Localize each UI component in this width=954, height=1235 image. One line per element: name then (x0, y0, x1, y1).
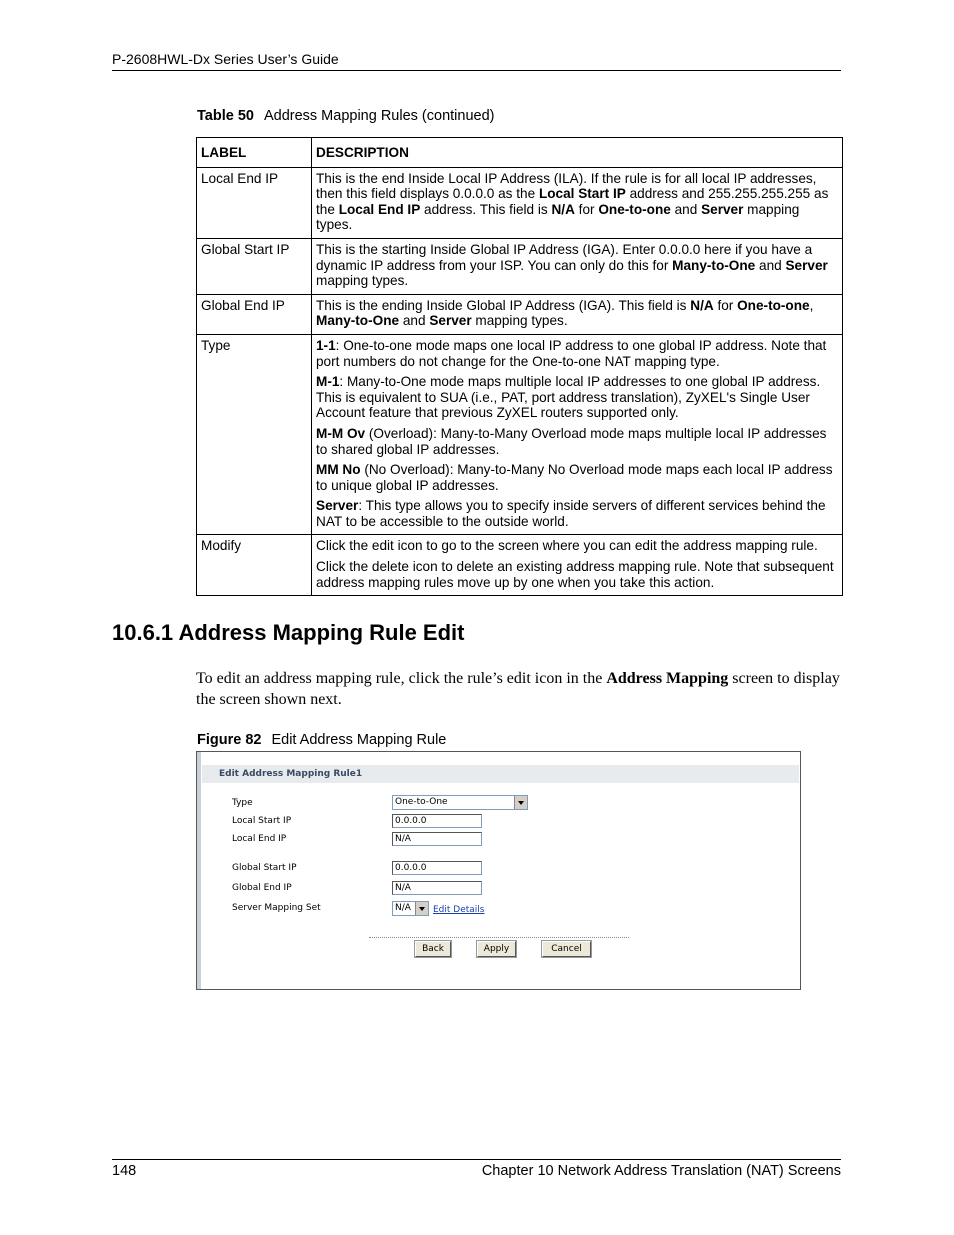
page-footer (112, 1159, 841, 1179)
description-bold-text: N/A (551, 201, 575, 217)
description-bold-text: N/A (690, 297, 714, 313)
row-description (312, 294, 843, 334)
row-label: Global Start IP (197, 238, 312, 294)
column-header-description: DESCRIPTION (312, 138, 843, 168)
cancel-button[interactable]: Cancel (542, 941, 591, 957)
chapter-title: Chapter 10 Network Address Translation (NAT) Screens (481, 1163, 841, 1179)
table-row (197, 535, 843, 596)
description-paragraph (316, 462, 838, 493)
table-caption-text: Address Mapping Rules (continued) (263, 108, 495, 124)
row-description (312, 238, 843, 294)
description-bold-text: M-M Ov (316, 425, 366, 441)
apply-button[interactable]: Apply (477, 941, 516, 957)
description-text: mapping types. (316, 273, 409, 289)
description-text: Click the delete icon to delete an existing address mapping rule. Note that subsequent address mapping rules move up by one when you take this action. (316, 559, 834, 590)
figure-caption (197, 732, 446, 748)
description-text: , (809, 297, 814, 313)
description-bold-text: Local Start IP (538, 186, 626, 202)
description-text: and (755, 257, 786, 273)
description-text: and (399, 313, 430, 329)
description-paragraph (316, 298, 838, 329)
table-row (197, 238, 843, 294)
edit-address-mapping-screen (196, 751, 801, 990)
description-text: for (713, 297, 738, 313)
description-text: : This type allows you to specify inside servers of different services behind the NAT to be accessible to the outside world. (316, 498, 826, 529)
description-text: (Overload): Many-to-Many Overload mode maps multiple local IP addresses to shared global IP addresses. (316, 425, 827, 457)
table-row (197, 294, 843, 334)
table-row (197, 167, 843, 238)
row-description (312, 167, 843, 238)
chevron-down-icon[interactable] (514, 796, 527, 809)
server-mapping-set-label: Server Mapping Set (232, 903, 321, 913)
description-text: This is the ending Inside Global IP Address (IGA). This field is (316, 297, 691, 313)
description-text: and (670, 201, 702, 217)
description-paragraph (316, 374, 838, 421)
figure-caption-text: Edit Address Mapping Rule (271, 732, 447, 748)
screen-title: Edit Address Mapping Rule1 (202, 765, 799, 783)
description-text: (No Overload): Many-to-Many No Overload mode maps each local IP address to unique global IP addresses. (316, 462, 833, 493)
section-title: 10.6.1 Address Mapping Rule Edit (112, 620, 465, 645)
description-bold-text: One-to-one (598, 201, 671, 217)
description-paragraph (316, 171, 838, 233)
description-paragraph (316, 426, 838, 457)
description-bold-text: 1-1 (316, 337, 336, 353)
row-label: Type (197, 334, 312, 535)
page-number: 148 (112, 1163, 137, 1179)
description-bold-text: MM No (316, 462, 361, 478)
global-end-ip-label: Global End IP (232, 883, 292, 893)
server-mapping-set-select[interactable] (392, 901, 429, 916)
type-select[interactable] (392, 795, 528, 810)
global-start-ip-label: Global Start IP (232, 863, 297, 873)
description-text: mapping types. (471, 313, 568, 329)
body-text-part: screen to display the screen shown next. (196, 670, 840, 708)
row-label: Modify (197, 535, 312, 596)
figure-caption-number: Figure 82 (197, 732, 262, 748)
local-end-ip-input[interactable]: N/A (392, 832, 482, 846)
chevron-down-icon[interactable] (415, 902, 428, 915)
table-caption-number: Table 50 (197, 108, 254, 124)
local-start-ip-label: Local Start IP (232, 816, 292, 826)
description-bold-text: Server (429, 313, 472, 329)
description-paragraph (316, 498, 838, 529)
address-mapping-rules-table (196, 137, 843, 596)
description-paragraph (316, 338, 838, 369)
global-end-ip-input[interactable]: N/A (392, 881, 482, 895)
description-text: This is the end Inside Local IP Address (ILA). If the rule is for all local IP addresses, then this field displays 0.0.0.0 as the (316, 170, 817, 202)
description-text: address and 255.255.255.255 as the (316, 186, 829, 217)
description-text: address. This field is (420, 201, 552, 217)
type-label: Type (232, 798, 253, 808)
row-description (312, 535, 843, 596)
description-bold-text: Many-to-One (316, 313, 400, 329)
description-text: : One-to-one mode maps one local IP address to one global IP address. Note that port numbers do not change for the One-to-one NAT mapping type. (316, 337, 827, 369)
description-paragraph (316, 242, 838, 289)
table-row (197, 334, 843, 535)
local-start-ip-input[interactable]: 0.0.0.0 (392, 814, 482, 828)
table-header-row (197, 138, 843, 168)
description-text: : Many-to-One mode maps multiple local IP addresses to one global IP address. This is equivalent to SUA (i.e., PAT, port address translation), ZyXEL's Single User Account feature that previous ZyXEL routers supported only. (316, 374, 821, 421)
description-paragraph (316, 559, 838, 590)
description-paragraph (316, 538, 838, 554)
description-text: This is the starting Inside Global IP Address (IGA). Enter 0.0.0.0 here if you have a dynamic IP address from your ISP. You can only do this for (316, 241, 813, 273)
description-bold-text: M-1 (316, 374, 340, 390)
edit-details-link[interactable]: Edit Details (433, 905, 485, 915)
description-text: mapping types. (316, 201, 800, 233)
table-caption (197, 108, 494, 124)
column-header-label: LABEL (197, 138, 312, 168)
type-select-value: One-to-One (395, 797, 448, 807)
section-body-text (196, 669, 844, 710)
table-body (197, 167, 843, 596)
row-label: Global End IP (197, 294, 312, 334)
divider (369, 937, 629, 938)
running-header: P-2608HWL-Dx Series User’s Guide (112, 51, 841, 71)
description-bold-text: One-to-one (737, 297, 810, 313)
description-bold-text: Server (316, 498, 359, 514)
server-mapping-set-value: N/A (395, 903, 411, 913)
screen-left-border (197, 752, 201, 989)
description-bold-text: Server (785, 257, 828, 273)
row-description (312, 334, 843, 535)
back-button[interactable]: Back (415, 941, 451, 957)
global-start-ip-input[interactable]: 0.0.0.0 (392, 861, 482, 875)
description-text: Click the edit icon to go to the screen where you can edit the address mapping rule. (316, 538, 818, 554)
local-end-ip-label: Local End IP (232, 834, 287, 844)
body-text-bold: Address Mapping (606, 670, 729, 687)
description-text: for (574, 201, 599, 217)
description-bold-text: Local End IP (338, 201, 421, 217)
description-bold-text: Server (701, 201, 744, 217)
body-text-part: To edit an address mapping rule, click the rule’s edit icon in the (196, 670, 607, 687)
description-bold-text: Many-to-One (672, 257, 756, 273)
row-label: Local End IP (197, 167, 312, 238)
